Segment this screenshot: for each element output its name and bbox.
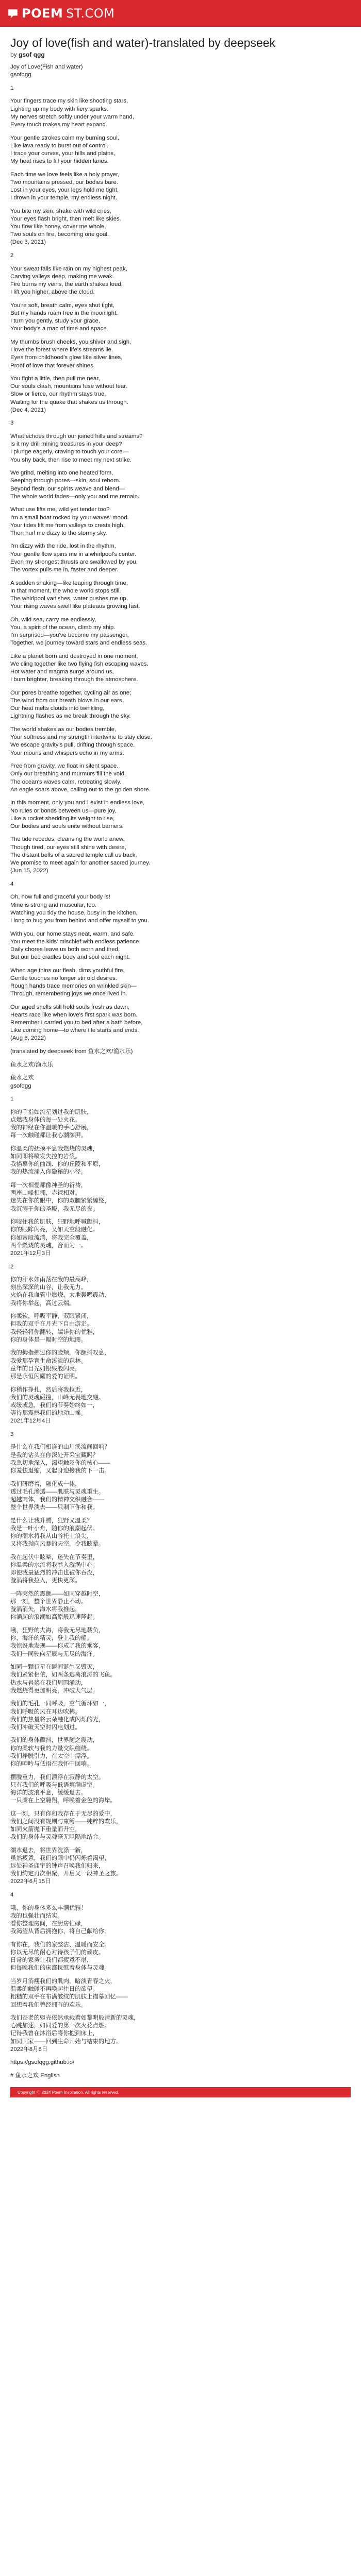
poem-line: I plunge eagerly, craving to touch your core— — [10, 449, 128, 455]
poem-chunk — [10, 1263, 351, 1271]
poem-line: 2022年8月6日 — [10, 2046, 48, 2053]
poem-chunk — [10, 967, 351, 998]
poem-line: Our heat melts clouds into twinkling, — [10, 705, 105, 712]
poem-line: A sudden shaking—like leaping through time, — [10, 580, 128, 586]
poem-line: 我们呼吸的风在耳边吹拂。 — [10, 1708, 81, 1715]
poem-line: 2021年12月4日 — [10, 1418, 51, 1425]
poem-line: 4 — [10, 880, 14, 887]
poem-line: The ocean's waves calm, retreating slowly. — [10, 778, 122, 785]
poem-line: Our pores breathe together, cycling air as one; — [10, 689, 132, 696]
poem-line: 是什么让我升腾，狂野又温柔？ — [10, 1517, 93, 1524]
poem-line: Our bodies and souls unite without barriers. — [10, 823, 124, 829]
poem-line: Our aged shells still hold souls fresh as dawn, — [10, 1004, 130, 1010]
poem-line: 我们一同驶向星辰与无尽的海洋。 — [10, 1651, 99, 1657]
poem-line: I drown in your temple, my endless night. — [10, 195, 118, 201]
poem-line: (Aug 6, 2022) — [10, 1035, 46, 1042]
poem-line: # 鱼水之欢 English — [10, 2073, 60, 2079]
poem-line: 是什么在我们相连的山川溪流间回响？ — [10, 1444, 110, 1451]
poem-line: 你的身体是一幅时空的地图。 — [10, 1336, 87, 1343]
poem-page — [0, 27, 361, 2108]
poem-line: 你如蜜般流淌，将我完全覆盖， — [10, 1234, 93, 1241]
poem-chunk — [10, 930, 351, 962]
poem-line: 3 — [10, 420, 14, 427]
poem-chunk — [10, 1431, 351, 1438]
poem-chunk — [10, 2059, 351, 2066]
poem-chunk — [10, 419, 351, 427]
poem-chunk — [10, 689, 351, 721]
poem-chunk — [10, 1627, 351, 1658]
poem-line: In that moment, the whole world stops still. — [10, 587, 121, 594]
poem-line: I burn brighter, breaking through the atmosphere. — [10, 676, 138, 683]
poem-line: Gentle touches no longer stir old desires. — [10, 975, 118, 981]
poem-line: Eyes from childhood's glow like silver lines, — [10, 354, 123, 361]
poem-chunk — [10, 1109, 351, 1140]
poem-line: Like lava ready to burst out of control. — [10, 142, 108, 149]
poem-chunk — [10, 252, 351, 260]
poem-chunk — [10, 63, 351, 79]
poem-line: 4 — [10, 1892, 14, 1899]
poem-line: 漩涡消失，海水将我推起， — [10, 1606, 81, 1613]
poem-line: 我们的热量将云朵融化成闪烁的光， — [10, 1716, 105, 1723]
poem-line: 等待那震撼我们的地动山摇。 — [10, 1410, 87, 1416]
poem-chunk — [10, 1095, 351, 1103]
poem-line: 你涌起的浪潮如高原般迅速隆起。 — [10, 1614, 99, 1621]
poem-line: 2021年12月3日 — [10, 1250, 51, 1257]
poem-line: 你羞怯退缩，又起身迎接我的下一击。 — [10, 1467, 110, 1474]
poem-line: Seeping through pores—skin, soul reborn. — [10, 478, 121, 484]
poem-chunk — [10, 1737, 351, 1768]
poem-line: Lightning flashes as we break through the sky. — [10, 713, 131, 720]
poem-line: 你稍作挣扎，然后将我拉近， — [10, 1386, 87, 1393]
poem-line: Through, remembering joys we once lived in. — [10, 991, 127, 997]
poem-line: Your fingers trace my skin like shooting stars, — [10, 98, 128, 105]
poem-line: 潮水退去，将世界洗涤一新， — [10, 1847, 87, 1854]
poem-line: 2022年6月15日 — [10, 1878, 51, 1885]
poem-chunk — [10, 375, 351, 414]
poem-line: Like coming home—to where life starts and ends. — [10, 1027, 139, 1034]
poem-line: You shy back, then rise to meet my next strike. — [10, 456, 132, 463]
poem-chunk — [10, 1444, 351, 1475]
poem-line: I'm a small boat rocked by your waves' mood. — [10, 514, 129, 521]
poem-line: (Dec 3, 2021) — [10, 239, 46, 246]
poem-line: Your body's a map of time and space. — [10, 326, 108, 332]
poem-line: You bite my skin, shake with wild cries, — [10, 208, 111, 214]
poem-line: Two mountains pressed, our bodies bare. — [10, 179, 118, 185]
poem-line: 鱼水之欢 — [10, 1075, 34, 1081]
poem-line: 你的手指如流星划过我的肌肤， — [10, 1109, 93, 1115]
poem-line: 1 — [10, 84, 14, 91]
poem-chunk — [10, 1145, 351, 1177]
poem-line: 你的柔软与我的力量交织缠绕。 — [10, 1745, 93, 1752]
poem-line: 记得我曾在沐浴后将你抱到床上， — [10, 2030, 99, 2037]
poem-chunk — [10, 208, 351, 247]
poem-line: In this moment, only you and I exist in endless love, — [10, 800, 145, 806]
poem-line: 刻出深深的山谷，让我无力。 — [10, 1284, 87, 1291]
speech-bubble-icon — [7, 8, 19, 19]
poem-line: 当岁月消瘦我们的肌肉，暗淡青春之火， — [10, 1978, 117, 1985]
poem-line: You meet the kids' mischief with endless patience. — [10, 938, 141, 945]
poem-line: Your tides lift me from valleys to crests high, — [10, 522, 125, 529]
poem-line: Mine is strong and muscular, too. — [10, 902, 97, 908]
poem-line: The distant bells of a sacred temple call us back, — [10, 852, 137, 858]
poem-line: I lift you higher, above the cloud. — [10, 289, 95, 296]
poem-chunk — [10, 1061, 351, 1069]
poem-line: 我们紧紧相依，如两条逃离浪涛的飞鱼。 — [10, 1672, 117, 1679]
poem-line: 我们苍老的躯壳依然承载着如黎明般清新的灵魂， — [10, 2015, 140, 2022]
poem-line: My thumbs brush cheeks, you shiver and sigh, — [10, 339, 132, 346]
poem-line: 我们的身体颤抖，世界随之震动， — [10, 1737, 99, 1744]
poem-line: 粗糙的双手在布满皱纹的肌肤上描摹回忆—— — [10, 1994, 128, 2001]
poem-line: 我们之间没有规则与束缚——纯粹的欢乐， — [10, 1818, 122, 1825]
poem-line: You fight a little, then pull me near, — [10, 376, 100, 382]
poem-line: Even my strongest thrusts are swallowed by you, — [10, 558, 138, 565]
poem-line: Rough hands trace memories on wrinkled skin— — [10, 982, 137, 989]
poem-line: 火焰在我血管中燃烧，大地轰鸣震动， — [10, 1292, 110, 1299]
poem-chunk — [10, 1074, 351, 1090]
poem-line: My heat rises to fill your hidden lanes. — [10, 158, 109, 165]
poem-line: (Jun 15, 2022) — [10, 868, 48, 874]
poem-line: 我们约定再次相聚，开启又一段神圣之旅。 — [10, 1871, 122, 1877]
poem-chunk — [10, 338, 351, 370]
poem-line: You, a spirit of the ocean, climb my ship. — [10, 624, 116, 631]
poem-line: We cling together like two flying fish escaping waves. — [10, 661, 149, 667]
poem-line: The world shakes as our bodies tremble, — [10, 726, 117, 733]
poem-line: My nerves stretch softly under your warm hand, — [10, 113, 134, 120]
poem-chunk — [10, 265, 351, 297]
poem-line: The whole world fades—only you and me remain. — [10, 493, 140, 500]
poem-line: Beyond flesh, our spirits weave and blend— — [10, 485, 125, 492]
poem-line: I'm surprised—you've become my passenger, — [10, 632, 129, 639]
poem-line: gsofqgg — [10, 72, 31, 78]
poem-line: 点燃我身体的每一处火花。 — [10, 1117, 81, 1123]
poem-line: 如同火箭抛下重量而升空， — [10, 1826, 81, 1833]
poem-line: Your eyes flash bright, then melt like skies. — [10, 216, 121, 222]
poem-line: 我的神经在你温暖的手心舒展， — [10, 1125, 93, 1131]
poem-line: 我是一叶小舟，随你的浪潮起伏。 — [10, 1525, 99, 1532]
site-header — [0, 0, 361, 27]
poem-line: Fire burns my veins, the earth shakes loud, — [10, 281, 123, 288]
poem-chunk — [10, 653, 351, 684]
poem-chunk — [10, 1481, 351, 1512]
poem-line: 如同回家——回到生命开始与结束的地方。 — [10, 2038, 122, 2045]
poem-line: 一阵突然的震颤——如同穿越时空， — [10, 1590, 105, 1597]
poem-chunk — [10, 893, 351, 925]
poem-line: 虽然疲惫，我们的眼中仍闪烁着渴望， — [10, 1855, 110, 1861]
poem-line: 回想着我们曾经拥有的欢乐。 — [10, 2002, 87, 2008]
site-name-suffix: ST.COM — [66, 6, 115, 21]
poem-line: 我的也强壮而结实。 — [10, 1912, 63, 1919]
poem-line: 热水与岩浆在我们周围涌动， — [10, 1680, 87, 1686]
poem-line: We promise to meet again for another sacred journey. — [10, 859, 151, 866]
poem-line: Carving valleys deep, making me weak. — [10, 273, 114, 280]
poem-chunk — [10, 171, 351, 202]
poem-line: Though tired, our eyes still shine with desire, — [10, 844, 126, 851]
poem-line: 但每晚我们的床都抚慰着身体与灵魂。 — [10, 1965, 110, 1972]
site-name: POEM — [22, 6, 63, 21]
poem-line: Waiting for the quake that shakes us through. — [10, 399, 128, 405]
poem-line: Oh, how full and graceful your body is! — [10, 894, 110, 901]
poem-line: 整个世界淡去——只剩下你和我。 — [10, 1504, 99, 1511]
poem-chunk — [10, 1941, 351, 1973]
poem-line: 海洋的波浪平息，缓缓退去。 — [10, 1789, 87, 1796]
poem-line: 你的潮水将我从山谷托上浪尖， — [10, 1533, 93, 1540]
poem-line: Oh, wild sea, carry me endlessly, — [10, 616, 96, 623]
poem-line: 或缓或急，我们的节奏始终如一， — [10, 1402, 99, 1409]
poem-line: Your gentle flow spins me in a whirlpool's center. — [10, 551, 137, 557]
copyright-text: Copyright Ⓒ 2024 Poem Inspiration. All rights reserved. — [18, 2090, 119, 2095]
poem-line: I love the forest where life's streams lie. — [10, 347, 113, 353]
poem-line: 你咬住我的肌肤，狂野地呼喊颤抖， — [10, 1219, 105, 1226]
poem-line: 我惊讶地发现——你成了我的乘客， — [10, 1643, 105, 1650]
poem-line: 那一刻，整个世界静止不动。 — [10, 1599, 87, 1605]
site-footer — [10, 2087, 351, 2097]
poem-line: But my hands roam free in the moonlight. — [10, 310, 118, 317]
poem-line: Like a planet born and destroyed in one moment, — [10, 653, 138, 659]
poem-line: I'm dizzy with the ride, lost in the rhythm, — [10, 543, 116, 550]
poem-chunk — [10, 1554, 351, 1585]
poem-title: Joy of love(fish and water)-translated by deepseek — [10, 36, 275, 49]
poem-line: 那是永恒闪耀的爱的证明。 — [10, 1373, 81, 1380]
poem-line: We escape gravity's pull, drifting through space. — [10, 742, 135, 749]
poem-line: 远处神圣庙宇的钟声召唤我们归来， — [10, 1863, 105, 1870]
poem-line: 我的拇指拂过你的脸颊，你颤抖叹息， — [10, 1350, 110, 1357]
poem-line: 你柔软，呼吸平静，双眼紧闭， — [10, 1313, 93, 1320]
poem-line: 摆脱重力，我们漂浮在寂静的太空。 — [10, 1774, 105, 1781]
poem-line: 即使我最猛烈的冲击也被你吞没， — [10, 1570, 99, 1577]
poem-line: With you, our home stays neat, warm, and safe. — [10, 930, 135, 937]
poem-line: I trace your curves, your hills and plains, — [10, 150, 116, 157]
poem-line: 漩涡将我拉入，更快更深。 — [10, 1578, 81, 1584]
poem-line: Lost in your eyes, your legs hold me tight, — [10, 187, 119, 194]
poem-chunk — [10, 726, 351, 757]
poem-line: Hearts race like when love's first spark was born. — [10, 1011, 138, 1018]
poem-line: 如同即将喷发失控的岩浆。 — [10, 1154, 81, 1160]
poem-line: 2 — [10, 252, 14, 259]
poem-chunk — [10, 880, 351, 888]
poem-line: Proof of love that forever shines. — [10, 362, 95, 369]
poem-line: 这一刻，只有你和我存在于无尽的爱中， — [10, 1810, 117, 1817]
poem-chunk — [10, 616, 351, 648]
byline — [10, 51, 351, 58]
poem-line: 你温柔的抚摸平息我燃烧的灵魂， — [10, 1145, 99, 1152]
poem-chunk — [10, 134, 351, 166]
poem-chunk — [10, 836, 351, 875]
poem-line: 鱼水之欢/渔水乐 — [10, 1061, 53, 1068]
poem-line: Two souls on fire, becoming one goal. — [10, 231, 109, 238]
poem-line: Daily chores leave us both worn and tired, — [10, 946, 120, 953]
poem-line: Each time we love feels like a holy prayer, — [10, 171, 120, 178]
poem-line: Lighting up my body with fiery sparks. — [10, 106, 108, 112]
poem-line: 两个燃烧的灵魂，合而为一。 — [10, 1242, 87, 1249]
poem-line: 只有我们的呼吸与低语填满虚空。 — [10, 1782, 99, 1788]
poem-chunk — [10, 1978, 351, 2009]
poem-chunk — [10, 97, 351, 129]
poem-line: 透过毛孔渗透——肌肤与灵魂重生。 — [10, 1488, 105, 1495]
poem-line: When age thins our flesh, dims youthful fire, — [10, 967, 125, 974]
byline-prefix: by — [10, 51, 17, 58]
poem-line: We grind, melting into one heated form, — [10, 470, 113, 477]
poem-chunk — [10, 1905, 351, 1936]
poem-chunk — [10, 1048, 351, 1056]
site-logo[interactable] — [7, 6, 114, 21]
poem-line: You flow like honey, cover me whole, — [10, 224, 106, 230]
poem-line: 我沉溺于你的圣殿，我无尽的夜。 — [10, 1206, 99, 1212]
poem-line: 一只鹰在上空翱翔，呼唤着金色的海岸。 — [10, 1798, 117, 1804]
poem-chunk — [10, 1004, 351, 1043]
poem-line: 是我的钻头在你深处开采宝藏吗？ — [10, 1452, 99, 1459]
poem-line: Then hurl me dizzy to the stormy sky. — [10, 530, 107, 536]
poem-line: 超越肉体，我们的精神交织融合—— — [10, 1496, 105, 1503]
poem-line: 日常的家务让我们都疲惫不堪， — [10, 1957, 93, 1964]
poem-chunk — [10, 580, 351, 611]
poem-line: 你的汗水如雨落在我的最高峰， — [10, 1277, 93, 1283]
poem-line: 如同一颗行星在瞬间诞生又毁灭， — [10, 1664, 99, 1671]
poem-line: gsofqgg — [10, 1082, 31, 1089]
poem-line: 每一次相爱都像神圣的祈祷， — [10, 1182, 87, 1189]
poem-line: I turn you gently, study your grace, — [10, 318, 100, 325]
poem-line: Hot water and magma surge around us, — [10, 669, 114, 675]
poem-line: 你温柔的水流将我卷入漩涡中心。 — [10, 1562, 99, 1568]
poem-line: 我们的灵魂碰撞，山峰无畏地交融。 — [10, 1394, 105, 1401]
poem-line: Together, we journey toward stars and endless seas. — [10, 640, 147, 647]
poem-chunk — [10, 1664, 351, 1695]
poem-chunk — [10, 1313, 351, 1344]
poem-line: The vortex pulls me in, faster and deeper. — [10, 566, 119, 573]
poem-line: 我渴望从背后拥抱你，将自己献给你。 — [10, 1928, 110, 1935]
poem-chunk — [10, 1847, 351, 1886]
poem-line: 心跳加速，如同爱的第一次火花点燃。 — [10, 2023, 110, 2029]
poem-line: 你以无尽的耐心对待孩子们的顽皮。 — [10, 1950, 105, 1956]
poem-line: 你的呻吟与低语在我怀中回响。 — [10, 1760, 93, 1767]
poem-line: What echoes through our joined hills and streams? — [10, 433, 143, 440]
poem-chunk — [10, 84, 351, 92]
poem-line: Our souls clash, mountains fuse without fear. — [10, 383, 127, 390]
poem-line: Your rising waves swell like plateaus growing fast. — [10, 603, 140, 610]
poem-line: Like a rocket shedding its weight to rise, — [10, 815, 114, 822]
poem-chunk — [10, 1810, 351, 1842]
poem-line: Your softness and my strength intertwine to stay close. — [10, 734, 152, 741]
poem-line: But our bed cradles body and soul each night. — [10, 954, 130, 960]
poem-line: 你，海洋的精灵，登上我的船。 — [10, 1635, 93, 1642]
poem-line: 但我的双手在月光下自由游走。 — [10, 1321, 93, 1328]
poem-line: 我的热流涌入你隐秘的小径。 — [10, 1169, 87, 1176]
poem-line: 你的眼眸闪亮，又如天空般融化。 — [10, 1227, 99, 1233]
poem-line: What use lifts me, wild yet tender too? — [10, 506, 110, 513]
poem-line: 3 — [10, 1431, 14, 1437]
poem-chunk — [10, 506, 351, 537]
poem-chunk — [10, 2072, 351, 2080]
poem-chunk — [10, 1590, 351, 1622]
poem-line: 我爱那孕育生命溪流的森林。 — [10, 1358, 87, 1364]
poem-chunk — [10, 1182, 351, 1213]
poem-chunk — [10, 1349, 351, 1381]
poem-line: Watching you tidy the house, busy in the kitchen, — [10, 909, 138, 916]
poem-line: The tide recedes, cleansing the world anew, — [10, 836, 125, 843]
poem-line: 哦，你的身体多么丰满优雅！ — [10, 1905, 87, 1911]
poem-line: Free from gravity, we float in silent space. — [10, 763, 119, 770]
poem-line: 我在起伏中眩晕，迷失在节奏里， — [10, 1554, 99, 1561]
poem-line: 哦，狂野的大海，将我无尽地载负， — [10, 1628, 105, 1634]
poem-line: The whirlpool vanishes, water pushes me up, — [10, 595, 128, 602]
poem-line: (Dec 4, 2021) — [10, 406, 46, 413]
poem-line: https://gsofqgg.github.io/ — [10, 2059, 75, 2066]
poem-line: 1 — [10, 1096, 14, 1103]
poem-line: I long to hug you from behind and offer myself to you. — [10, 917, 149, 924]
poem-line: The wind from our breath blows in our ears. — [10, 698, 124, 704]
author-link[interactable]: gsof qgg — [19, 51, 45, 58]
poem-line: 迷失在你的眼中，你的双腿紧紧缠绕， — [10, 1198, 110, 1205]
poem-line: Is it my drill mining treasures in your deep? — [10, 441, 122, 448]
poem-line: 两座山峰相拥，赤裸相对。 — [10, 1190, 81, 1197]
poem-line: Only our breathing and murmurs fill the void. — [10, 771, 126, 777]
poem-line: 看你整理房间，在厨房忙碌， — [10, 1921, 87, 1927]
poem-line: 我燃烧得更加明亮，冲破大气层。 — [10, 1687, 99, 1694]
poem-line: Your sweat falls like rain on my highest peak, — [10, 265, 127, 272]
poem-chunk — [10, 1891, 351, 1899]
poem-line: 我们的身体与灵魂毫无阻隔地结合。 — [10, 1834, 105, 1841]
poem-line: 我们的毛孔一同呼吸，空气循环如一， — [10, 1701, 110, 1707]
poem-line: 童年的目光如银线般闪亮， — [10, 1365, 81, 1372]
poem-line: You're soft, breath calm, eyes shut tight, — [10, 302, 114, 309]
poem-chunk — [10, 2014, 351, 2054]
poem-line: Your gentle strokes calm my burning soul, — [10, 134, 120, 141]
poem-line: 我们冲破天空时闪电划过。 — [10, 1724, 81, 1731]
poem-chunk — [10, 1386, 351, 1426]
poem-chunk — [10, 1700, 351, 1732]
poem-line: 我急切地深入，渴望触及你的核心—— — [10, 1460, 110, 1466]
poem-body — [10, 63, 351, 2080]
poem-chunk — [10, 762, 351, 794]
poem-chunk — [10, 1517, 351, 1549]
poem-chunk — [10, 1774, 351, 1805]
poem-line: 我们研磨着，融化成一体， — [10, 1481, 81, 1487]
poem-line: Remember I carried you to bed after a bath before, — [10, 1020, 143, 1026]
poem-chunk — [10, 433, 351, 464]
poem-line: Slow or fierce, our rhythm stays true, — [10, 391, 106, 398]
poem-line: 我轻轻将你翻转，端详你的优雅， — [10, 1329, 99, 1335]
poem-line: 我描摹你的曲线、你的丘陵和平原， — [10, 1161, 105, 1168]
poem-line: An eagle soars above, calling out to the golden shore. — [10, 786, 151, 793]
poem-chunk — [10, 469, 351, 501]
poem-line: 又将我抛向风暴的天空，令我眩晕。 — [10, 1541, 105, 1548]
poem-line: (translated by deepseek from 鱼水之欢/渔水乐) — [10, 1048, 133, 1055]
poem-line: Your mouns and whispers echo in my arms. — [10, 750, 124, 756]
poem-chunk — [10, 799, 351, 831]
poem-line: Every touch makes my heart expand. — [10, 121, 108, 128]
poem-chunk — [10, 1218, 351, 1258]
poem-chunk — [10, 302, 351, 333]
poem-line: 每一次触碰都让我心潮澎湃。 — [10, 1132, 87, 1139]
poem-line: No rules or bonds between us—pure joy, — [10, 807, 117, 814]
poem-line: 我将你举起，高过云端。 — [10, 1300, 75, 1307]
poem-line: 我们挣脱引力，在太空中漂浮。 — [10, 1753, 93, 1759]
poem-line: 有你在，我们的家整洁、温暖而安全。 — [10, 1941, 110, 1948]
poem-line: Joy of Love(Fish and water) — [10, 64, 83, 70]
poem-line: 2 — [10, 1263, 14, 1270]
poem-chunk — [10, 1276, 351, 1308]
poem-chunk — [10, 543, 351, 574]
poem-line: 温柔的触碰不再唤起往日的欲望。 — [10, 1986, 99, 1993]
